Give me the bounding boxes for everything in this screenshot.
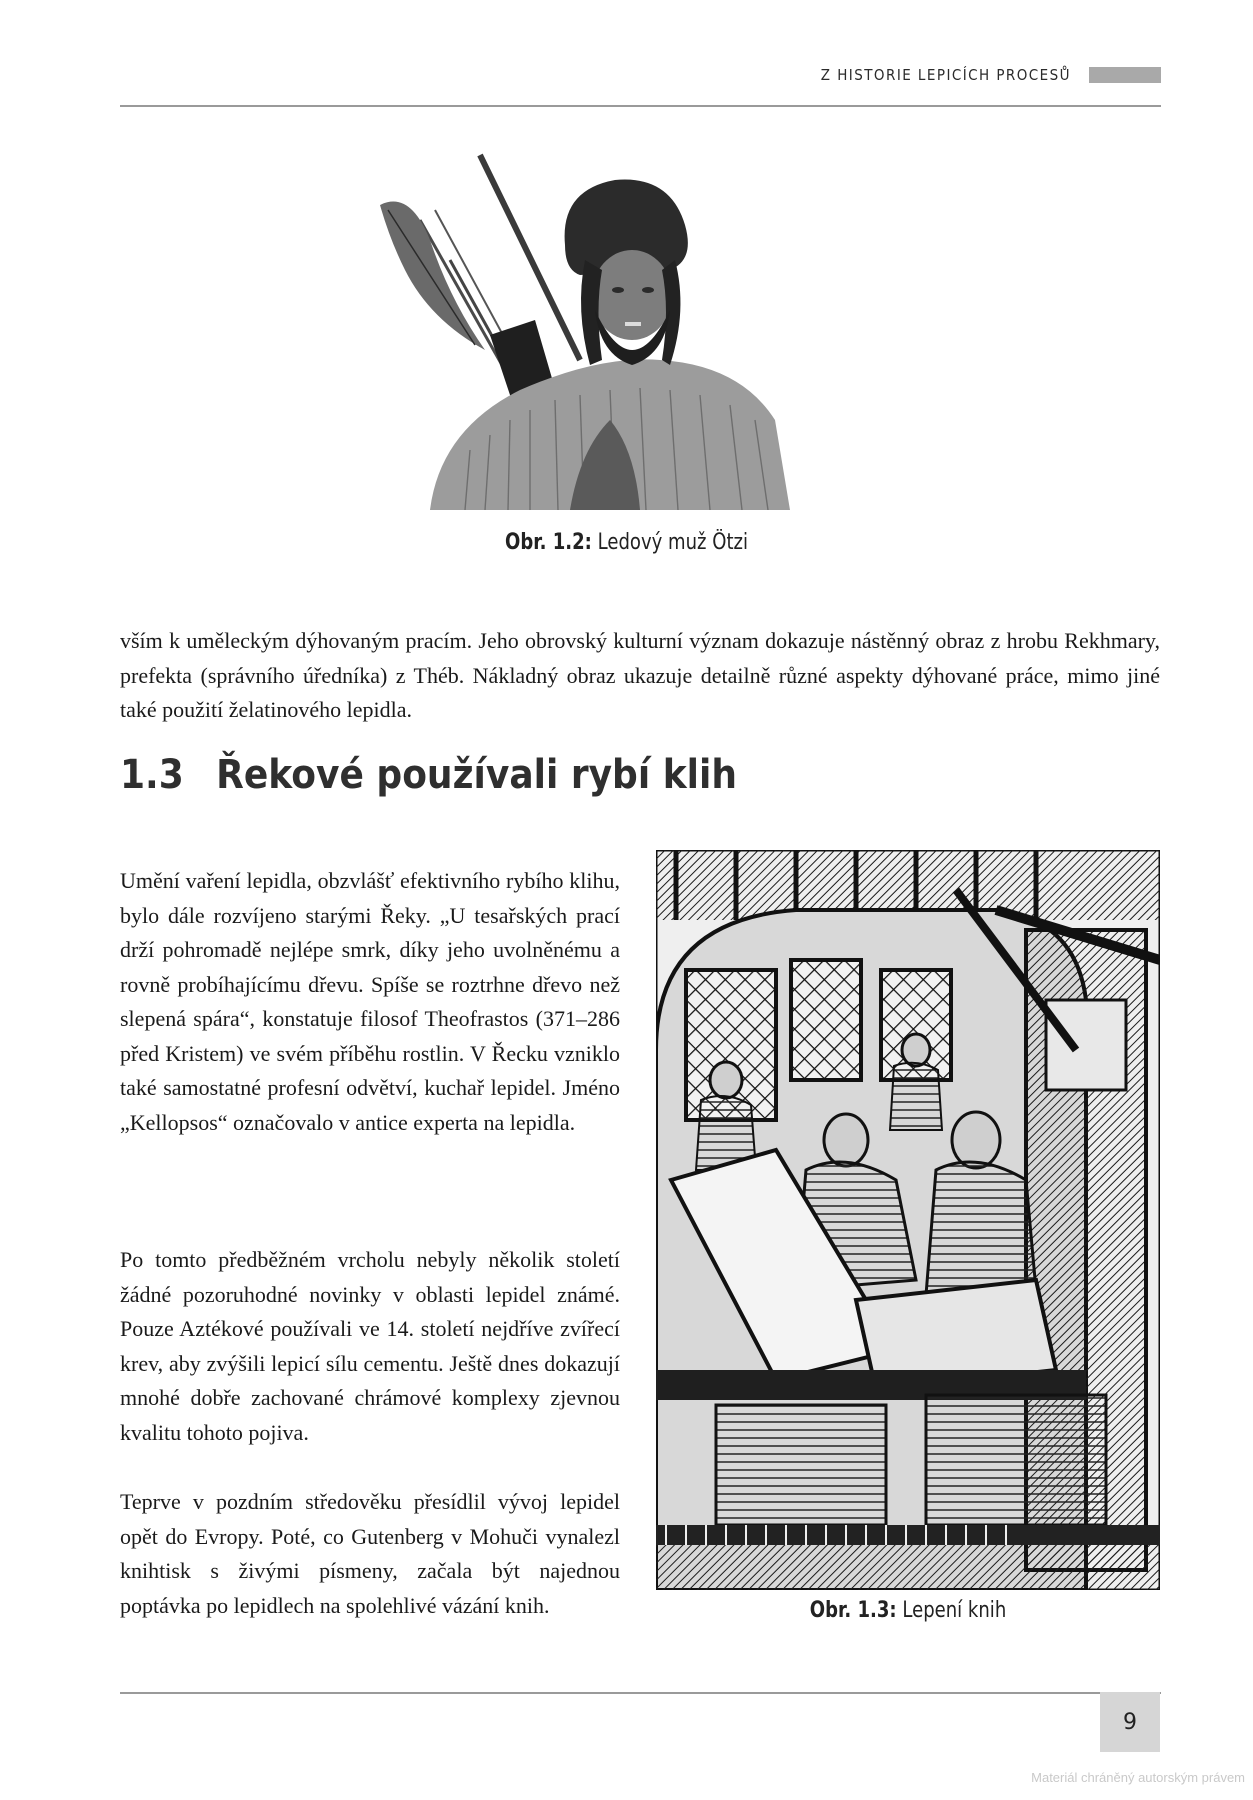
figure-label: Obr. 1.3: bbox=[809, 1598, 897, 1623]
column-paragraph: Po tomto předběžném vrcholu nebyly několik století žádné pozoruhodné novinky v oblasti lepidel známé. Pouze Aztékové používali ve 14. století nejdříve zvířecí krev, aby zvýšili lepicí sílu cementu. Ještě dnes dokazují mnohé dobře zachované chrámové komplexy zjevnou kvalitu tohoto pojiva. bbox=[120, 1247, 620, 1445]
page-number: 9 bbox=[1100, 1692, 1160, 1752]
worker-head bbox=[952, 1112, 1000, 1168]
column-paragraph: Teprve v pozdním středověku přesídlil vývoj lepidel opět do Evropy. Poté, co Gutenberg v Mohuči vynalezl knihtisk s živými písmeny, začala být najednou poptávka po lepidlech na spolehlivé vázání knih. bbox=[120, 1489, 620, 1618]
header-rule bbox=[120, 105, 1161, 107]
body-paragraph: vším k uměleckým dýhovaným pracím. Jeho obrovský kulturní význam dokazuje nástěnný obraz z hrobu Rekhmary, prefekta (správního úředníka) z Théb. Nákladný obraz ukazuje detailně různé aspekty dýhované práce, mimo jiné také použití želatinového lepidla. bbox=[120, 628, 1160, 722]
copyright-watermark: Materiál chráněný autorským právem bbox=[1031, 1770, 1245, 1785]
bookbinding-woodcut-image bbox=[656, 850, 1160, 1590]
column-paragraph: Umění vaření lepidla, obzvlášť efektivního rybího klihu, bylo dále rozvíjeno starými Řeky. „U tesařských prací drží pohromadě nejlépe smrk, díky jeho uvolněnému a rovně probíhajícímu dřevu. Spíše se roztrhne dřevo než slepená spára“, konstatuje filosof Theofrastos (371–286 před Kristem) ve svém příběhu rostlin. V Řecku vzniklo také samostatné profesní odvětví, kuchař lepidel. Jméno „Kellopsos“ označovalo v antice experta na lepidla. bbox=[120, 868, 620, 1135]
running-title: Z HISTORIE LEPICÍCH PROCESŮ bbox=[820, 66, 1071, 84]
figure-caption-text: Ledový muž Ötzi bbox=[597, 530, 749, 555]
header-marker bbox=[1089, 67, 1161, 83]
section-heading bbox=[120, 752, 737, 798]
running-header bbox=[793, 66, 1161, 84]
figure-caption-1-2 bbox=[113, 530, 1140, 555]
face bbox=[592, 250, 672, 340]
worker-body bbox=[926, 1162, 1036, 1295]
figure-caption-1-3 bbox=[701, 1598, 1114, 1623]
footer-rule bbox=[120, 1692, 1161, 1694]
section-title: Řekové používali rybí klih bbox=[216, 752, 737, 798]
worker-head bbox=[824, 1114, 868, 1166]
figure-caption-text: Lepení knih bbox=[902, 1598, 1007, 1623]
feather-fletching bbox=[380, 202, 485, 350]
figure-label: Obr. 1.2: bbox=[504, 530, 592, 555]
section-number: 1.3 bbox=[120, 752, 184, 798]
otzi-figure-image bbox=[370, 150, 820, 510]
